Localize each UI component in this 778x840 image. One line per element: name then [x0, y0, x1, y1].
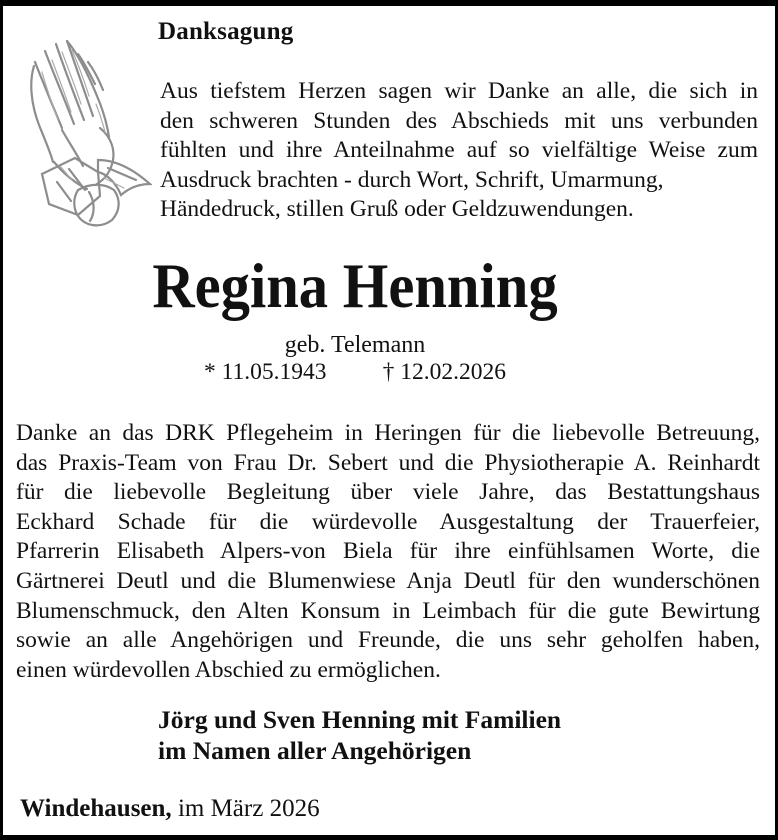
- deceased-name-block: [20, 253, 690, 319]
- intro-paragraph: [160, 77, 758, 225]
- text-line: den schweren Stunden des Abschieds mit uns verbunden: [160, 107, 758, 134]
- text-line: fühlten und ihre Anteilnahme auf so vielfältige Weise zum: [160, 137, 758, 164]
- text-line: sowie an alle Angehörigen und Freunde, die uns sehr geholfen haben,: [16, 627, 760, 654]
- maiden-name: geb. Telemann: [284, 332, 426, 358]
- life-dates: [20, 358, 690, 387]
- text-line: Jörg und Sven Henning mit Familien: [158, 705, 562, 734]
- signature-block: [158, 705, 561, 766]
- footer-date: im März 2026: [171, 795, 320, 822]
- text-line: Aus tiefstem Herzen sagen wir Danke an alle, die sich in: [160, 78, 758, 104]
- praying-hands-icon: [12, 32, 152, 230]
- thanks-paragraph: [16, 419, 760, 685]
- text-line: Blumenschmuck, den Alten Konsum in Leimbach für die gute Bewirtung: [16, 597, 760, 624]
- text-line: Ausdruck brachten - durch Wort, Schrift, Umarmung,: [160, 166, 664, 193]
- text-line: Danke an das DRK Pflegeheim in Heringen für die liebevolle Betreuung,: [16, 420, 760, 446]
- text-line: Gärtnerei Deutl und die Blumenwiese Anja Deutl für den wunderschönen: [16, 567, 760, 594]
- text-line: Eckhard Schade für die würdevolle Ausgestaltung der Trauerfeier,: [16, 508, 760, 535]
- text-line: im Namen aller Angehörigen: [158, 735, 472, 765]
- death-date: † 12.02.2026: [382, 359, 506, 385]
- page-title: Danksagung: [158, 18, 294, 45]
- text-line: das Praxis-Team von Frau Dr. Sebert und die Physiotherapie A. Reinhardt: [16, 449, 760, 476]
- birth-date: * 11.05.1943: [204, 359, 327, 385]
- text-line: Händedruck, stillen Gruß oder Geldzuwendungen.: [160, 196, 634, 223]
- text-line: einen würdevollen Abschied zu ermöglichen.: [16, 656, 441, 683]
- deceased-name: Regina Henning: [152, 251, 558, 321]
- footer-line: [20, 794, 320, 824]
- footer-place: Windehausen,: [20, 795, 172, 822]
- text-line: für die liebevolle Begleitung über viele Jahre, das Bestattungshaus: [16, 479, 760, 506]
- text-line: Pfarrerin Elisabeth Alpers-von Biela für ihre einfühlsamen Worte, die: [16, 538, 760, 565]
